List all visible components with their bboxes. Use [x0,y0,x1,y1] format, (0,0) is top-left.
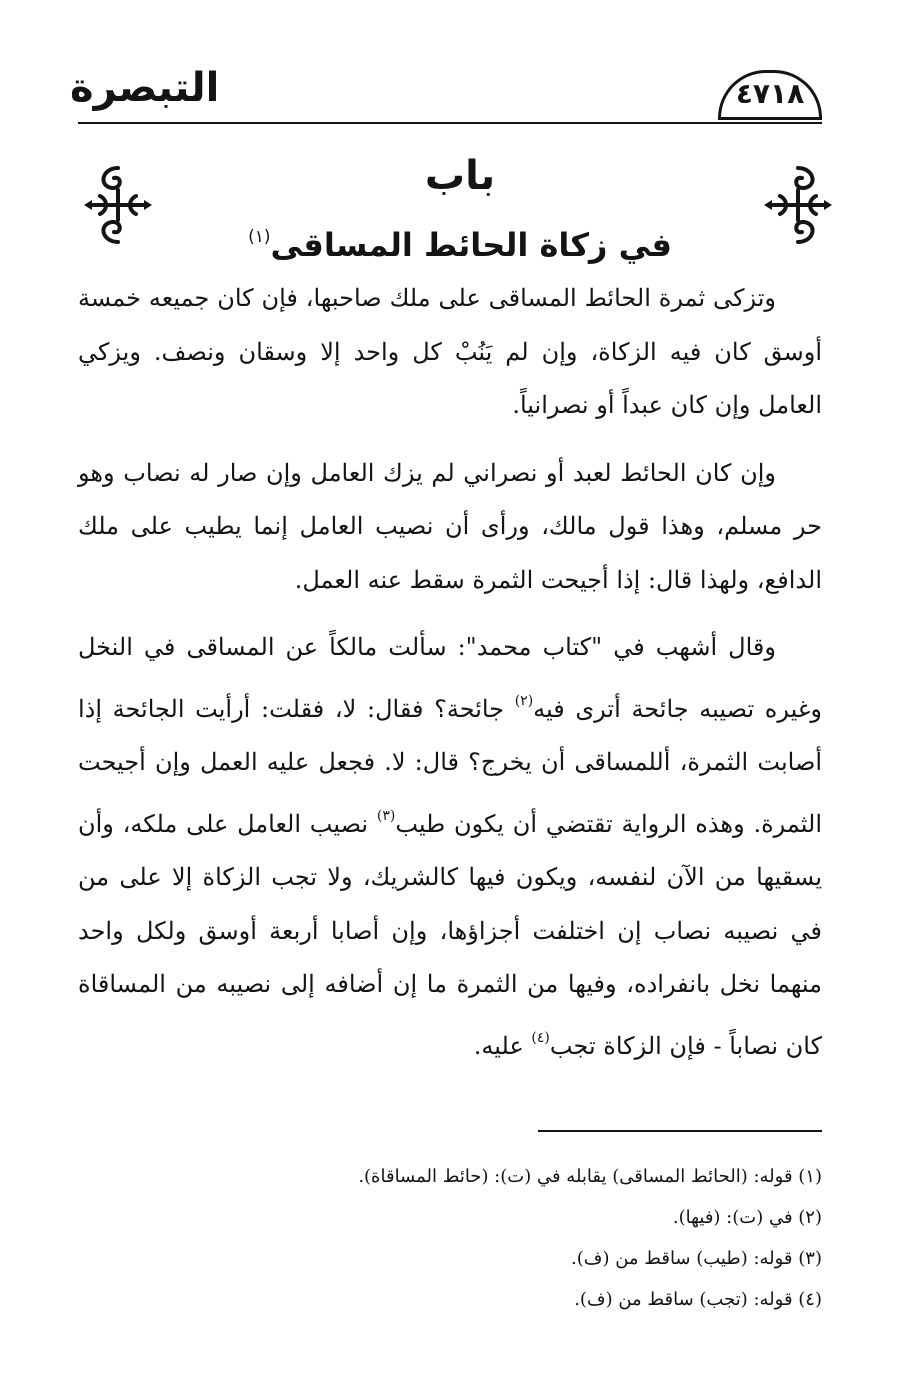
paragraph-3-part-b: جائحة؟ فقال: لا، فقلت: أرأيت الجائحة إذا أصابت الثمرة، أللمساقى أن يخرج؟ قال: لا. فجعل عليه العمل وإن أجيحت الثمرة. وهذه الرواية تقتضي أن يكون طيب [78,694,822,838]
left-ornament-icon [78,160,158,250]
header-rule [78,122,822,124]
paragraph-1: وتزكى ثمرة الحائط المساقى على ملك صاحبها، فإن كان جميعه خمسة أوسق كان فيه الزكاة، وإن لم يَنُبْ كل واحد إلا وسقان ونصف. ويزكي العامل وإن كان عبداً أو نصرانياً. [78,284,822,419]
footnote-2: (٢) في (ت): (فيها). [672,1207,822,1228]
paragraph-3-part-a: وقال أشهب في "كتاب محمد": سألت مالكاً عن المساقى في النخل وغيره تصيبه جائحة أترى فيه [78,633,822,723]
footnote-ref-1: (١) [248,227,271,247]
footnote-1: (١) قوله: (الحائط المساقى) يقابله في (ت): (حائط المساقاة). [358,1166,822,1187]
page-number: ٤٧١٨ [735,77,805,110]
chapter-subtitle [190,210,730,264]
footnote-3: (٣) قوله: (طيب) ساقط من (ف). [571,1248,822,1269]
body-text [78,272,822,1087]
footnote-ref-3: (٣) [376,807,396,824]
paragraph-3-part-c: نصيب العامل على ملكه، وأن يسقيها من الآن لنفسه، ويكون فيها كالشريك، ولا تجب الزكاة إلا على من في نصيبه نصاب إن اختلفت أجزاؤها، وإن أصابا أربعة أوسق ولكل واحد منهما نخل بانفراده، وفيها من الثمرة ما إن أضافه إلى نصيبه من المساقاة كان نصاباً - فإن الزكاة تجب [78,809,822,1060]
footnote-ref-4: (٤) [531,1029,550,1046]
header-rule-accent [718,117,822,120]
footnote-ref-2: (٢) [514,692,534,709]
right-ornament-icon [758,160,838,250]
paragraph-3-part-d: عليه. [473,1031,532,1060]
footnote-4: (٤) قوله: (تجب) ساقط من (ف). [574,1289,822,1310]
chapter-title: باب [424,153,496,199]
paragraph-2: وإن كان الحائط لعبد أو نصراني لم يزك العامل وإن صار له نصاب وهو حر مسلم، وهذا قول مالك، ورأى أن نصيب العامل إنما يطيب على ملك الدافع، ولهذا قال: إذا أجيحت الثمرة سقط عنه العمل. [78,458,822,594]
footnote-separator [538,1130,822,1132]
running-header-title: التبصرة [70,65,220,111]
paragraph-3 [78,621,822,1073]
footnotes [78,1156,822,1320]
chapter-subtitle-text: في زكاة الحائط المساقى [270,226,672,264]
